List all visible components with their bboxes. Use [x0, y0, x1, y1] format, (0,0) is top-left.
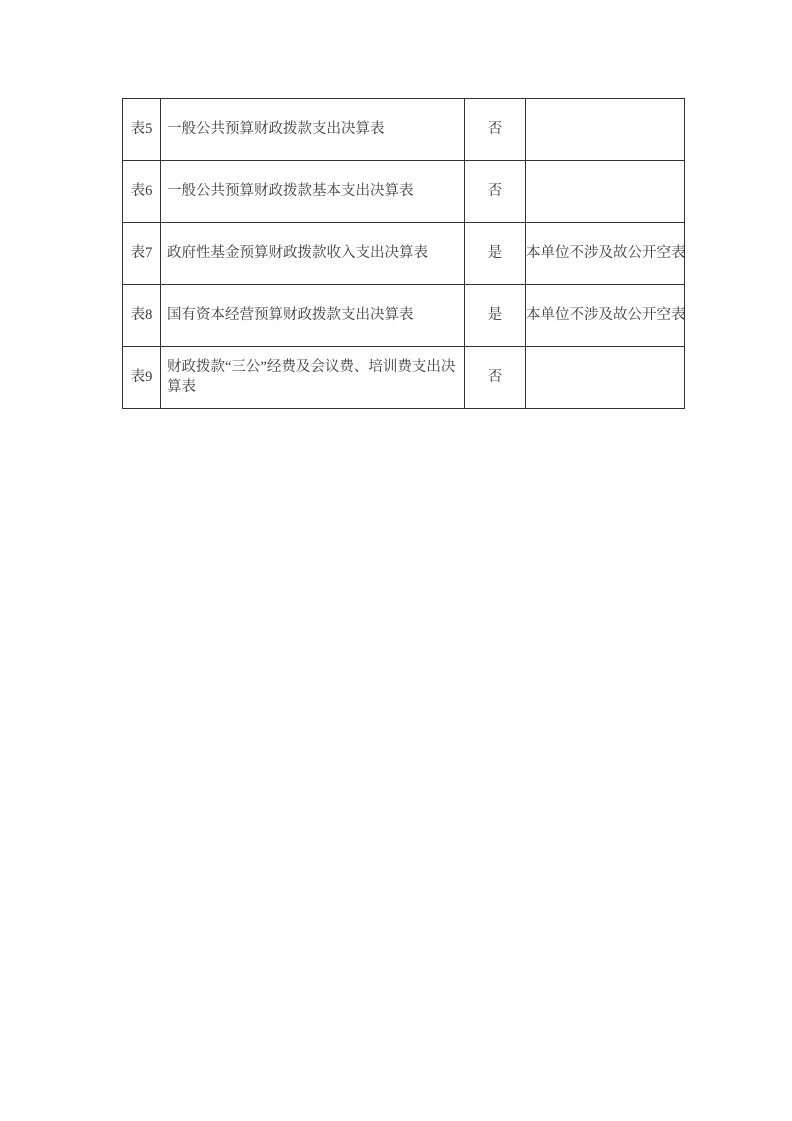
empty-flag: 否 [465, 161, 526, 223]
remark-cell: 本单位不涉及故公开空表 [526, 223, 685, 285]
disclosure-tables-list [122, 98, 685, 409]
empty-flag: 否 [465, 347, 526, 409]
table-row-6 [123, 161, 685, 223]
table-row-5 [123, 99, 685, 161]
remark-cell [526, 99, 685, 161]
table-title: 财政拨款“三公”经费及会议费、培训费支出决算表 [161, 347, 465, 409]
table-id: 表7 [123, 223, 161, 285]
empty-flag: 是 [465, 285, 526, 347]
table-row-7 [123, 223, 685, 285]
table-title: 政府性基金预算财政拨款收入支出决算表 [161, 223, 465, 285]
table-id: 表6 [123, 161, 161, 223]
table-row-9 [123, 347, 685, 409]
table-title: 国有资本经营预算财政拨款支出决算表 [161, 285, 465, 347]
table-id: 表5 [123, 99, 161, 161]
remark-cell [526, 161, 685, 223]
table-id: 表8 [123, 285, 161, 347]
remark-cell: 本单位不涉及故公开空表 [526, 285, 685, 347]
empty-flag: 否 [465, 99, 526, 161]
table-id: 表9 [123, 347, 161, 409]
remark-cell [526, 347, 685, 409]
table-row-8 [123, 285, 685, 347]
empty-flag: 是 [465, 223, 526, 285]
table-title: 一般公共预算财政拨款支出决算表 [161, 99, 465, 161]
table-title: 一般公共预算财政拨款基本支出决算表 [161, 161, 465, 223]
